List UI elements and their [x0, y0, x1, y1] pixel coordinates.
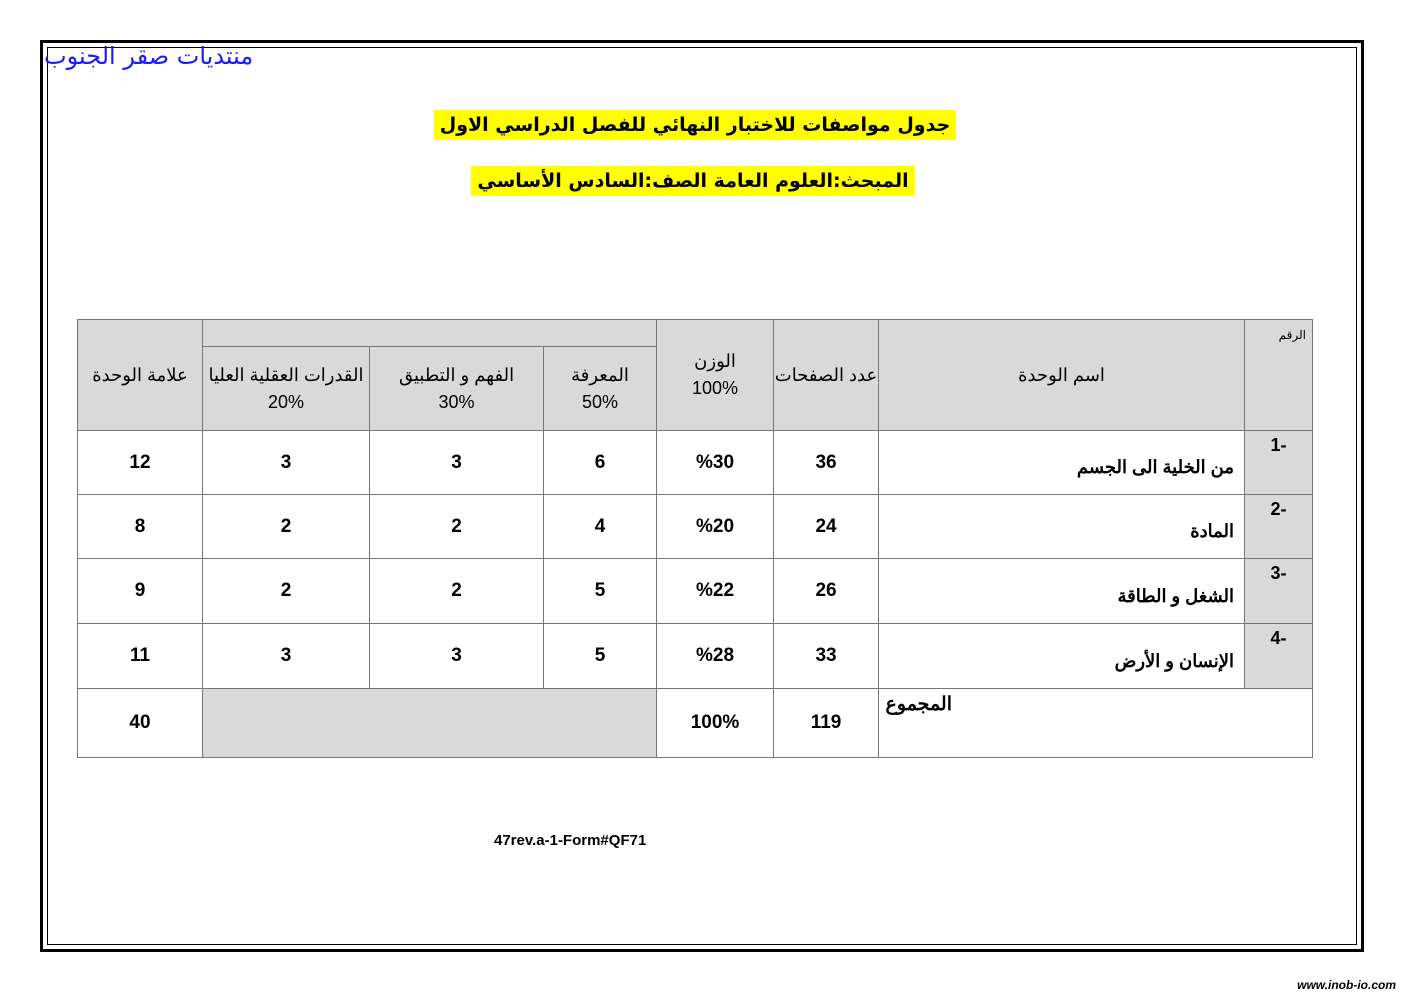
- total-weight: 100%: [657, 689, 774, 758]
- forum-watermark: منتديات صقر الجنوب: [44, 42, 254, 70]
- total-mark: 40: [78, 689, 203, 758]
- header-number: الرقم: [1245, 320, 1313, 431]
- document-subtitle: المبحث:العلوم العامة الصف:السادس الأساسي: [0, 166, 1404, 196]
- table-row: -2 المادة 24 %20 4 2 2 8: [78, 495, 1313, 559]
- total-label: المجموع: [879, 689, 1313, 758]
- table-row: -4 الإنسان و الأرض 33 %28 5 3 3 11: [78, 624, 1313, 689]
- header-knowledge: المعرفة 50%: [544, 347, 657, 431]
- form-code: 47rev.a-1-Form#QF71: [494, 832, 647, 849]
- header-higher-abilities: القدرات العقلية العليا 20%: [203, 347, 370, 431]
- table-row: -1 من الخلية الى الجسم 36 %30 6 3 3 12: [78, 431, 1313, 495]
- site-url: www.inob-io.com: [1297, 978, 1396, 992]
- header-levels-group: [203, 320, 657, 347]
- total-pages: 119: [774, 689, 879, 758]
- header-weight: الوزن 100%: [657, 320, 774, 431]
- specification-table: [77, 319, 1313, 758]
- header-unit-mark: علامة الوحدة: [78, 320, 203, 431]
- header-unit-name: اسم الوحدة: [879, 320, 1245, 431]
- header-understanding: الفهم و التطبيق 30%: [370, 347, 544, 431]
- table-row: -3 الشغل و الطاقة 26 %22 5 2 2 9: [78, 559, 1313, 624]
- document-title: جدول مواصفات للاختبار النهائي للفصل الدراسي الاول: [0, 110, 1404, 140]
- header-pages: عدد الصفحات: [774, 320, 879, 431]
- total-empty-cell: [203, 689, 657, 758]
- total-row: [78, 689, 1313, 758]
